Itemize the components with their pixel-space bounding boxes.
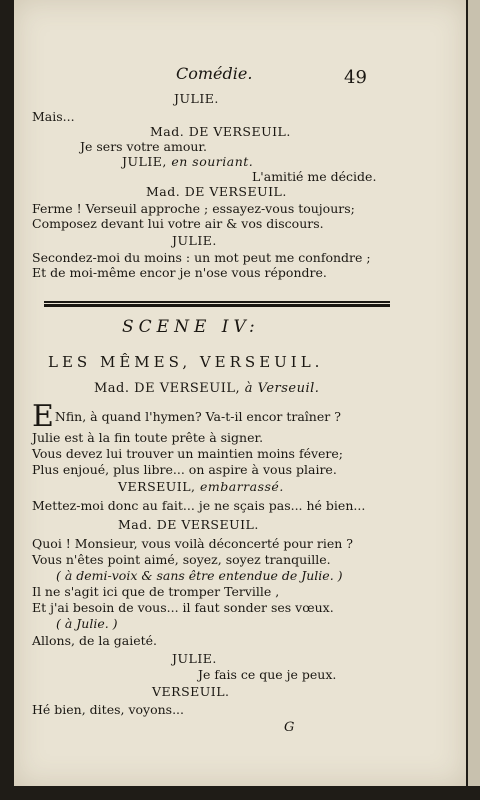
- stage-direction: embarrassé.: [199, 479, 284, 494]
- speaker-verseuil: VERSEUIL, embarrassé.: [118, 479, 284, 494]
- speaker-mad-de-verseuil: Mad. DE VERSEUIL, à Verseuil.: [94, 381, 320, 396]
- text-line: Composez devant lui votre air & vos discours.: [32, 216, 324, 231]
- text-line: Et de moi-même encor je n'ose vous répondre.: [32, 265, 327, 280]
- speaker-mad-de-verseuil: Mad. DE VERSEUIL.: [146, 184, 287, 199]
- speaker-verseuil: VERSEUIL.: [152, 684, 230, 699]
- drop-cap: E: [32, 399, 54, 434]
- speaker-mad-de-verseuil: Mad. DE VERSEUIL.: [150, 124, 291, 139]
- stage-direction: ( à Julie. ): [56, 616, 118, 631]
- text-line: Ferme ! Verseuil approche ; essayez-vous toujours;: [32, 201, 355, 216]
- page-number: 49: [344, 67, 367, 88]
- text-line: Mais...: [32, 109, 75, 124]
- text-line: Plus enjoué, plus libre... on aspire à vous plaire.: [32, 462, 337, 477]
- stage-direction: en souriant.: [171, 154, 254, 169]
- text-line: Je sers votre amour.: [80, 139, 207, 154]
- text-line: Quoi ! Monsieur, vous voilà déconcerté pour rien ?: [32, 536, 353, 551]
- speaker-julie: JULIE.: [172, 651, 217, 666]
- text-line: Hé bien, dites, voyons...: [32, 702, 185, 717]
- scene-divider-rule: [44, 301, 390, 307]
- text-line: Vous devez lui trouver un maintien moins févere;: [32, 446, 344, 461]
- text-line: Julie est à la fin toute prête à signer.: [32, 430, 264, 445]
- text-line: Mettez-moi donc au fait... je ne sçais pas... hé bien...: [32, 498, 366, 513]
- running-title: Comédie.: [176, 64, 253, 83]
- text-line: L'amitié me décide.: [252, 169, 377, 184]
- book-page: [14, 0, 466, 786]
- text-line: Secondez-moi du moins : un mot peut me confondre ;: [32, 250, 371, 265]
- speaker-mad-de-verseuil: Mad. DE VERSEUIL.: [118, 517, 259, 532]
- text-line: Allons, de la gaieté.: [32, 633, 157, 648]
- stage-direction: à Verseuil.: [244, 381, 320, 396]
- text-line: Il ne s'agit ici que de tromper Terville ,: [32, 584, 280, 599]
- speaker-julie: JULIE, en souriant.: [122, 154, 254, 169]
- text-line: Je fais ce que je peux.: [198, 667, 337, 682]
- scene-characters: LES MÊMES, VERSEUIL.: [48, 353, 324, 371]
- scene-title: SCENE IV:: [122, 317, 260, 337]
- text-line-first: ENfin, à quand l'hymen? Va-t-il encor traîner ?: [32, 399, 341, 434]
- text-line: Et j'ai besoin de vous... il faut sonder ses vœux.: [32, 600, 334, 615]
- page-edge: [468, 0, 480, 786]
- signature-mark: G: [284, 720, 295, 735]
- text-line: Vous n'êtes point aimé, soyez, soyez tranquille.: [32, 552, 331, 567]
- stage-direction: ( à demi-voix & sans être entendue de Julie. ): [56, 568, 343, 583]
- speaker-julie: JULIE.: [174, 91, 219, 106]
- speaker-julie: JULIE.: [172, 233, 217, 248]
